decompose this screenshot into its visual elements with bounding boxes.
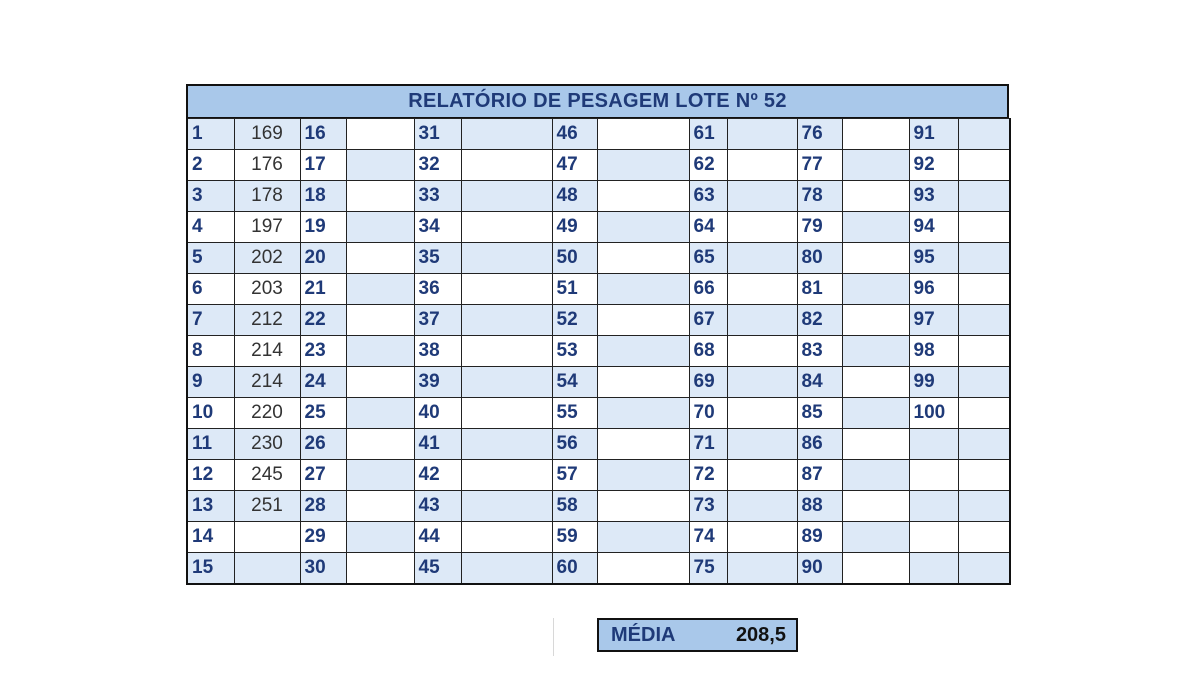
item-number-cell[interactable]: 8 [187, 336, 234, 367]
item-number-cell[interactable]: 23 [300, 336, 346, 367]
item-number-cell[interactable]: 71 [689, 429, 727, 460]
weight-value-cell[interactable]: 245 [234, 460, 300, 491]
item-number-cell[interactable]: 67 [689, 305, 727, 336]
item-number-cell[interactable]: 17 [300, 150, 346, 181]
weight-value-cell[interactable] [234, 553, 300, 584]
table-row [187, 460, 1010, 491]
item-number-cell[interactable]: 29 [300, 522, 346, 553]
table-row [187, 212, 1010, 243]
item-number-cell[interactable]: 87 [797, 460, 842, 491]
item-number-cell[interactable]: 47 [552, 150, 597, 181]
weight-value-cell[interactable] [597, 274, 689, 305]
weighing-table [186, 118, 1011, 585]
item-number-cell[interactable]: 93 [909, 181, 958, 212]
item-number-cell[interactable]: 77 [797, 150, 842, 181]
item-number-cell[interactable]: 60 [552, 553, 597, 584]
item-number-cell[interactable]: 46 [552, 119, 597, 150]
weight-value-cell[interactable] [346, 553, 414, 584]
item-number-cell[interactable]: 84 [797, 367, 842, 398]
weight-value-cell[interactable]: 176 [234, 150, 300, 181]
weight-value-cell[interactable] [461, 429, 552, 460]
item-number-cell[interactable]: 36 [414, 274, 461, 305]
weight-value-cell[interactable]: 212 [234, 305, 300, 336]
item-number-cell[interactable]: 34 [414, 212, 461, 243]
item-number-cell[interactable]: 91 [909, 119, 958, 150]
weight-value-cell[interactable]: 197 [234, 212, 300, 243]
item-number-cell[interactable]: 65 [689, 243, 727, 274]
item-number-cell[interactable]: 76 [797, 119, 842, 150]
table-row [187, 243, 1010, 274]
report-title: RELATÓRIO DE PESAGEM LOTE Nº 52 [186, 84, 1009, 118]
weight-value-cell[interactable] [958, 553, 1010, 584]
item-number-cell[interactable]: 32 [414, 150, 461, 181]
item-number-cell[interactable]: 26 [300, 429, 346, 460]
weight-value-cell[interactable] [842, 243, 909, 274]
weight-value-cell[interactable] [597, 305, 689, 336]
item-number-cell[interactable]: 30 [300, 553, 346, 584]
item-number-cell[interactable]: 100 [909, 398, 958, 429]
weight-value-cell[interactable] [597, 336, 689, 367]
item-number-cell[interactable] [909, 429, 958, 460]
item-number-cell[interactable]: 42 [414, 460, 461, 491]
weight-value-cell[interactable]: 169 [234, 119, 300, 150]
weight-value-cell[interactable] [727, 336, 797, 367]
weight-value-cell[interactable] [597, 212, 689, 243]
weight-value-cell[interactable] [842, 522, 909, 553]
item-number-cell[interactable] [909, 522, 958, 553]
table-row [187, 553, 1010, 584]
item-number-cell[interactable]: 21 [300, 274, 346, 305]
weight-value-cell[interactable] [727, 119, 797, 150]
item-number-cell[interactable] [909, 491, 958, 522]
item-number-cell[interactable]: 64 [689, 212, 727, 243]
item-number-cell[interactable]: 59 [552, 522, 597, 553]
weight-value-cell[interactable] [346, 212, 414, 243]
weight-value-cell[interactable] [461, 305, 552, 336]
weight-value-cell[interactable] [958, 150, 1010, 181]
table-row [187, 398, 1010, 429]
item-number-cell[interactable]: 28 [300, 491, 346, 522]
average-label: MÉDIA [611, 623, 676, 646]
weight-value-cell[interactable] [597, 460, 689, 491]
weight-value-cell[interactable] [346, 429, 414, 460]
item-number-cell[interactable]: 68 [689, 336, 727, 367]
item-number-cell[interactable]: 62 [689, 150, 727, 181]
table-row [187, 522, 1010, 553]
item-number-cell[interactable]: 75 [689, 553, 727, 584]
weight-value-cell[interactable] [958, 305, 1010, 336]
item-number-cell[interactable]: 63 [689, 181, 727, 212]
item-number-cell[interactable]: 86 [797, 429, 842, 460]
average-value: 208,5 [735, 623, 786, 646]
weight-value-cell[interactable] [346, 181, 414, 212]
weight-value-cell[interactable] [597, 398, 689, 429]
weight-value-cell[interactable] [461, 522, 552, 553]
item-number-cell[interactable]: 89 [797, 522, 842, 553]
weight-value-cell[interactable] [461, 336, 552, 367]
item-number-cell[interactable]: 38 [414, 336, 461, 367]
item-number-cell[interactable]: 97 [909, 305, 958, 336]
weight-value-cell[interactable] [727, 460, 797, 491]
item-number-cell[interactable]: 90 [797, 553, 842, 584]
item-number-cell[interactable]: 49 [552, 212, 597, 243]
item-number-cell[interactable]: 39 [414, 367, 461, 398]
weight-value-cell[interactable] [346, 460, 414, 491]
weight-value-cell[interactable] [597, 491, 689, 522]
item-number-cell[interactable]: 40 [414, 398, 461, 429]
item-number-cell[interactable]: 1 [187, 119, 234, 150]
table-row [187, 336, 1010, 367]
item-number-cell[interactable]: 45 [414, 553, 461, 584]
weight-value-cell[interactable]: 202 [234, 243, 300, 274]
item-number-cell[interactable]: 57 [552, 460, 597, 491]
item-number-cell[interactable]: 16 [300, 119, 346, 150]
item-number-cell[interactable]: 92 [909, 150, 958, 181]
item-number-cell[interactable]: 41 [414, 429, 461, 460]
weight-value-cell[interactable] [958, 429, 1010, 460]
item-number-cell[interactable]: 44 [414, 522, 461, 553]
item-number-cell[interactable]: 35 [414, 243, 461, 274]
item-number-cell[interactable]: 69 [689, 367, 727, 398]
weight-value-cell[interactable] [842, 181, 909, 212]
item-number-cell[interactable]: 15 [187, 553, 234, 584]
weight-value-cell[interactable] [346, 274, 414, 305]
weight-value-cell[interactable] [727, 305, 797, 336]
item-number-cell[interactable]: 78 [797, 181, 842, 212]
table-row [187, 150, 1010, 181]
item-number-cell[interactable]: 56 [552, 429, 597, 460]
weight-value-cell[interactable] [727, 429, 797, 460]
item-number-cell[interactable]: 94 [909, 212, 958, 243]
weight-value-cell[interactable] [461, 367, 552, 398]
item-number-cell[interactable]: 10 [187, 398, 234, 429]
weight-value-cell[interactable] [234, 522, 300, 553]
item-number-cell[interactable]: 51 [552, 274, 597, 305]
weight-value-cell[interactable] [958, 460, 1010, 491]
item-number-cell[interactable]: 14 [187, 522, 234, 553]
weight-value-cell[interactable] [958, 274, 1010, 305]
item-number-cell[interactable]: 2 [187, 150, 234, 181]
weight-value-cell[interactable] [958, 398, 1010, 429]
item-number-cell[interactable]: 52 [552, 305, 597, 336]
item-number-cell[interactable]: 72 [689, 460, 727, 491]
weight-value-cell[interactable] [958, 336, 1010, 367]
item-number-cell[interactable] [909, 553, 958, 584]
weight-value-cell[interactable] [597, 150, 689, 181]
item-number-cell[interactable]: 55 [552, 398, 597, 429]
item-number-cell[interactable]: 48 [552, 181, 597, 212]
item-number-cell[interactable]: 6 [187, 274, 234, 305]
weight-value-cell[interactable] [842, 212, 909, 243]
item-number-cell[interactable]: 74 [689, 522, 727, 553]
item-number-cell[interactable]: 79 [797, 212, 842, 243]
weight-value-cell[interactable] [727, 212, 797, 243]
item-number-cell[interactable]: 31 [414, 119, 461, 150]
weight-value-cell[interactable] [727, 367, 797, 398]
item-number-cell[interactable]: 99 [909, 367, 958, 398]
sheet-gridline [553, 618, 554, 656]
weight-value-cell[interactable]: 203 [234, 274, 300, 305]
weight-value-cell[interactable] [842, 367, 909, 398]
weight-value-cell[interactable]: 230 [234, 429, 300, 460]
item-number-cell[interactable]: 22 [300, 305, 346, 336]
table-row [187, 119, 1010, 150]
item-number-cell[interactable]: 24 [300, 367, 346, 398]
table-row [187, 491, 1010, 522]
item-number-cell[interactable]: 96 [909, 274, 958, 305]
table-row [187, 274, 1010, 305]
item-number-cell[interactable] [909, 460, 958, 491]
weight-value-cell[interactable] [346, 119, 414, 150]
weight-value-cell[interactable]: 220 [234, 398, 300, 429]
weight-value-cell[interactable] [727, 398, 797, 429]
weight-value-cell[interactable] [461, 460, 552, 491]
weight-value-cell[interactable] [842, 336, 909, 367]
weight-value-cell[interactable] [842, 491, 909, 522]
weight-value-cell[interactable] [597, 181, 689, 212]
weight-value-cell[interactable] [842, 429, 909, 460]
weight-value-cell[interactable] [958, 243, 1010, 274]
item-number-cell[interactable]: 33 [414, 181, 461, 212]
weight-value-cell[interactable] [842, 305, 909, 336]
weight-value-cell[interactable]: 251 [234, 491, 300, 522]
weight-value-cell[interactable] [597, 553, 689, 584]
average-box [597, 618, 798, 652]
weight-value-cell[interactable] [346, 398, 414, 429]
weighing-report-sheet [186, 84, 1009, 585]
item-number-cell[interactable]: 73 [689, 491, 727, 522]
weight-value-cell[interactable] [346, 336, 414, 367]
item-number-cell[interactable]: 12 [187, 460, 234, 491]
item-number-cell[interactable]: 83 [797, 336, 842, 367]
weight-value-cell[interactable] [346, 522, 414, 553]
weight-value-cell[interactable] [346, 491, 414, 522]
item-number-cell[interactable]: 9 [187, 367, 234, 398]
weight-value-cell[interactable] [461, 398, 552, 429]
item-number-cell[interactable]: 4 [187, 212, 234, 243]
item-number-cell[interactable]: 81 [797, 274, 842, 305]
item-number-cell[interactable]: 13 [187, 491, 234, 522]
weight-value-cell[interactable] [958, 212, 1010, 243]
weight-value-cell[interactable] [461, 491, 552, 522]
item-number-cell[interactable]: 27 [300, 460, 346, 491]
item-number-cell[interactable]: 37 [414, 305, 461, 336]
weight-value-cell[interactable] [346, 305, 414, 336]
weight-value-cell[interactable] [958, 119, 1010, 150]
weight-value-cell[interactable] [842, 398, 909, 429]
table-row [187, 367, 1010, 398]
weight-value-cell[interactable]: 214 [234, 336, 300, 367]
weight-value-cell[interactable] [727, 181, 797, 212]
weight-value-cell[interactable] [842, 119, 909, 150]
weight-value-cell[interactable] [346, 243, 414, 274]
weight-value-cell[interactable] [842, 274, 909, 305]
weight-value-cell[interactable] [461, 243, 552, 274]
item-number-cell[interactable]: 85 [797, 398, 842, 429]
item-number-cell[interactable]: 80 [797, 243, 842, 274]
weight-value-cell[interactable] [727, 553, 797, 584]
item-number-cell[interactable]: 18 [300, 181, 346, 212]
weight-value-cell[interactable] [727, 491, 797, 522]
item-number-cell[interactable]: 20 [300, 243, 346, 274]
weight-value-cell[interactable] [597, 429, 689, 460]
item-number-cell[interactable]: 5 [187, 243, 234, 274]
weight-value-cell[interactable] [727, 243, 797, 274]
item-number-cell[interactable]: 88 [797, 491, 842, 522]
weight-value-cell[interactable] [597, 243, 689, 274]
item-number-cell[interactable]: 53 [552, 336, 597, 367]
item-number-cell[interactable]: 50 [552, 243, 597, 274]
weight-value-cell[interactable] [727, 522, 797, 553]
weight-value-cell[interactable] [461, 119, 552, 150]
weight-value-cell[interactable] [461, 212, 552, 243]
weight-value-cell[interactable] [461, 181, 552, 212]
weight-value-cell[interactable] [842, 460, 909, 491]
item-number-cell[interactable]: 11 [187, 429, 234, 460]
item-number-cell[interactable]: 58 [552, 491, 597, 522]
table-row [187, 181, 1010, 212]
item-number-cell[interactable]: 54 [552, 367, 597, 398]
weight-value-cell[interactable] [597, 367, 689, 398]
weight-value-cell[interactable]: 178 [234, 181, 300, 212]
weight-value-cell[interactable]: 214 [234, 367, 300, 398]
weight-value-cell[interactable] [461, 553, 552, 584]
weight-value-cell[interactable] [958, 181, 1010, 212]
item-number-cell[interactable]: 7 [187, 305, 234, 336]
item-number-cell[interactable]: 95 [909, 243, 958, 274]
weight-value-cell[interactable] [958, 491, 1010, 522]
weight-value-cell[interactable] [346, 367, 414, 398]
table-row [187, 429, 1010, 460]
item-number-cell[interactable]: 61 [689, 119, 727, 150]
weight-value-cell[interactable] [842, 553, 909, 584]
weight-value-cell[interactable] [727, 150, 797, 181]
item-number-cell[interactable]: 43 [414, 491, 461, 522]
item-number-cell[interactable]: 25 [300, 398, 346, 429]
weight-value-cell[interactable] [461, 274, 552, 305]
item-number-cell[interactable]: 70 [689, 398, 727, 429]
item-number-cell[interactable]: 66 [689, 274, 727, 305]
weight-value-cell[interactable] [597, 119, 689, 150]
table-row [187, 305, 1010, 336]
weight-value-cell[interactable] [346, 150, 414, 181]
weight-value-cell[interactable] [958, 367, 1010, 398]
weight-value-cell[interactable] [461, 150, 552, 181]
item-number-cell[interactable]: 98 [909, 336, 958, 367]
weight-value-cell[interactable] [842, 150, 909, 181]
item-number-cell[interactable]: 19 [300, 212, 346, 243]
weight-value-cell[interactable] [597, 522, 689, 553]
weight-value-cell[interactable] [958, 522, 1010, 553]
item-number-cell[interactable]: 82 [797, 305, 842, 336]
weight-value-cell[interactable] [727, 274, 797, 305]
item-number-cell[interactable]: 3 [187, 181, 234, 212]
